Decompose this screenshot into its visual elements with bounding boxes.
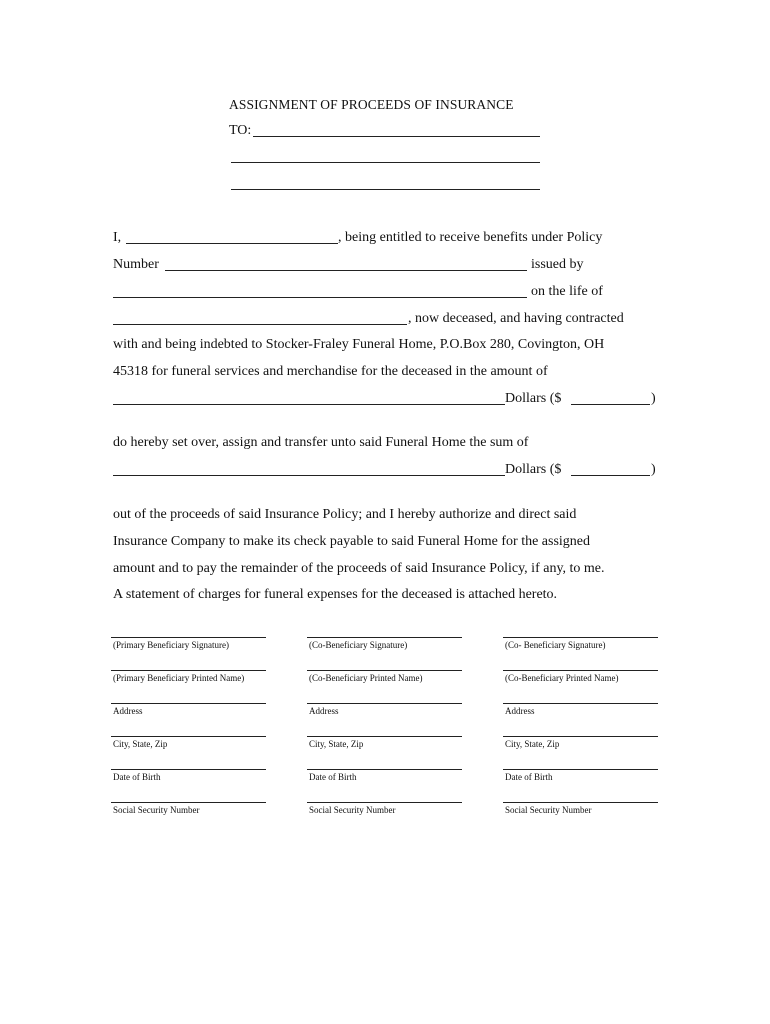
- amount-figures-line-2[interactable]: [571, 475, 650, 476]
- to-line-3[interactable]: [231, 189, 540, 190]
- para3-line3: amount and to pay the remainder of the proceeds of said Insurance Policy, if any, to me.: [113, 561, 605, 576]
- co1-ssn-label: Social Security Number: [309, 805, 396, 815]
- body-line6: 45318 for funeral services and merchandise for the deceased in the amount of: [113, 364, 548, 379]
- co1-printed-name-label: (Co-Beneficiary Printed Name): [309, 673, 423, 683]
- policy-number-line[interactable]: [165, 270, 527, 271]
- primary-dob-line[interactable]: [111, 769, 266, 770]
- co1-dob-label: Date of Birth: [309, 772, 357, 782]
- para3-line4: A statement of charges for funeral expenses for the deceased is attached hereto.: [113, 587, 558, 602]
- co1-city-label: City, State, Zip: [309, 739, 364, 749]
- primary-printed-name-line[interactable]: [111, 670, 266, 671]
- body-line2-start: Number: [113, 257, 159, 272]
- co2-address-line[interactable]: [503, 703, 658, 704]
- amount-words-line-1[interactable]: [113, 404, 505, 405]
- co1-address-line[interactable]: [307, 703, 462, 704]
- to-line-2[interactable]: [231, 162, 540, 163]
- co2-dob-label: Date of Birth: [505, 772, 553, 782]
- insurer-line[interactable]: [113, 297, 527, 298]
- para3-line2: Insurance Company to make its check payable to said Funeral Home for the assigned: [113, 534, 591, 549]
- primary-ssn-label: Social Security Number: [113, 805, 200, 815]
- dollars-label-2: Dollars ($: [505, 462, 562, 477]
- body-line4-end: , now deceased, and having contracted: [408, 311, 624, 326]
- co2-dob-line[interactable]: [503, 769, 658, 770]
- co2-signature-label: (Co- Beneficiary Signature): [505, 640, 606, 650]
- co1-dob-line[interactable]: [307, 769, 462, 770]
- co1-printed-name-line[interactable]: [307, 670, 462, 671]
- primary-address-label: Address: [113, 706, 143, 716]
- body-line8: do hereby set over, assign and transfer unto said Funeral Home the sum of: [113, 435, 529, 450]
- amount-words-line-2[interactable]: [113, 475, 505, 476]
- primary-ssn-line[interactable]: [111, 802, 266, 803]
- co1-signature-line[interactable]: [307, 637, 462, 638]
- primary-address-line[interactable]: [111, 703, 266, 704]
- dollars-close-1: ): [651, 391, 656, 406]
- para3-line1: out of the proceeds of said Insurance Policy; and I hereby authorize and direct said: [113, 507, 577, 522]
- dollars-label-1: Dollars ($: [505, 391, 562, 406]
- primary-printed-name-label: (Primary Beneficiary Printed Name): [113, 673, 245, 683]
- co2-address-label: Address: [505, 706, 535, 716]
- body-line1-start: I,: [113, 230, 122, 245]
- document-title: ASSIGNMENT OF PROCEEDS OF INSURANCE: [229, 97, 514, 112]
- to-label: TO:: [229, 123, 252, 138]
- co2-ssn-line[interactable]: [503, 802, 658, 803]
- dollars-close-2: ): [651, 462, 656, 477]
- co2-printed-name-label: (Co-Beneficiary Printed Name): [505, 673, 619, 683]
- co1-address-label: Address: [309, 706, 339, 716]
- deceased-name-line[interactable]: [113, 324, 407, 325]
- co2-signature-line[interactable]: [503, 637, 658, 638]
- co1-city-line[interactable]: [307, 736, 462, 737]
- primary-city-line[interactable]: [111, 736, 266, 737]
- body-line5: with and being indebted to Stocker-Fraley Funeral Home, P.O.Box 280, Covington, OH: [113, 337, 605, 352]
- body-line3-end: on the life of: [531, 284, 603, 299]
- co2-city-line[interactable]: [503, 736, 658, 737]
- body-line1-end: , being entitled to receive benefits under Policy: [338, 230, 603, 245]
- co2-ssn-label: Social Security Number: [505, 805, 592, 815]
- co2-city-label: City, State, Zip: [505, 739, 560, 749]
- primary-signature-line[interactable]: [111, 637, 266, 638]
- amount-figures-line-1[interactable]: [571, 404, 650, 405]
- primary-dob-label: Date of Birth: [113, 772, 161, 782]
- co1-ssn-line[interactable]: [307, 802, 462, 803]
- co1-signature-label: (Co-Beneficiary Signature): [309, 640, 408, 650]
- beneficiary-name-line[interactable]: [126, 243, 338, 244]
- primary-signature-label: (Primary Beneficiary Signature): [113, 640, 229, 650]
- body-line2-end: issued by: [531, 257, 584, 272]
- primary-city-label: City, State, Zip: [113, 739, 168, 749]
- co2-printed-name-line[interactable]: [503, 670, 658, 671]
- to-line-1[interactable]: [253, 136, 540, 137]
